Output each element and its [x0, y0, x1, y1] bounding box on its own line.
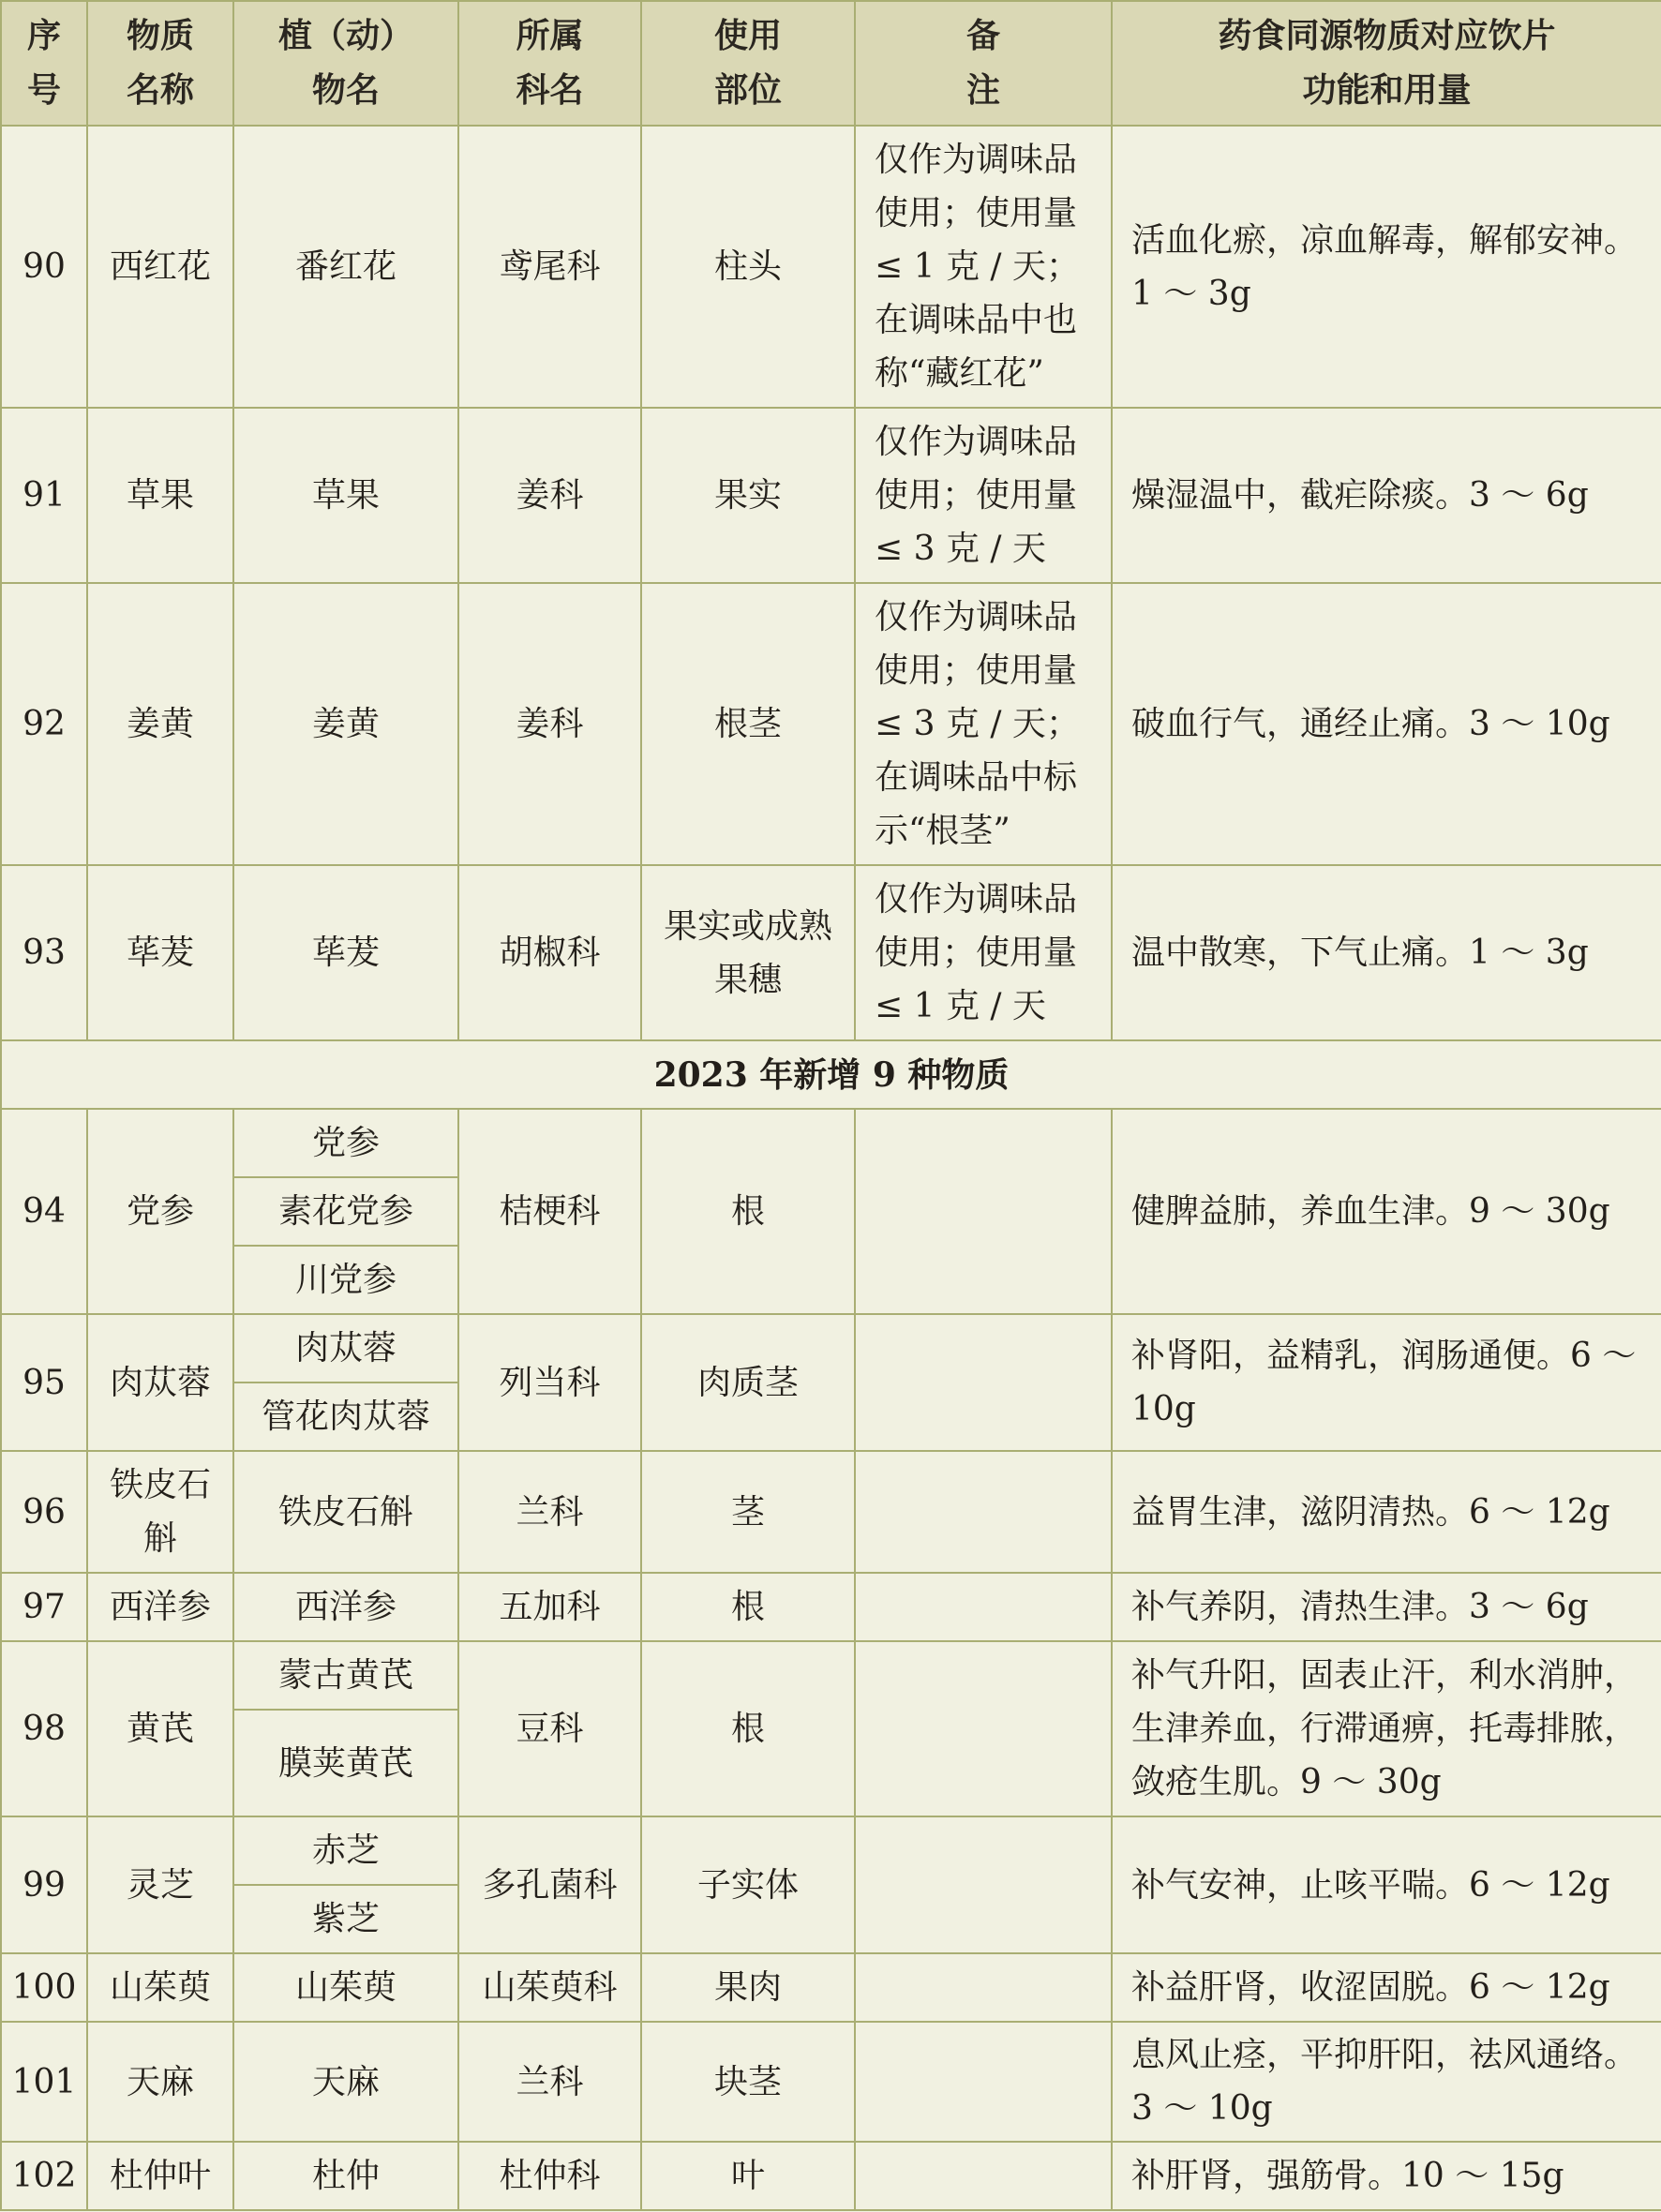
cell-family: 五加科 — [458, 1573, 641, 1641]
cell-name: 山茱萸 — [87, 1953, 233, 2022]
cell-family: 桔梗科 — [458, 1109, 641, 1314]
cell-function: 补气安神，止咳平喘。6 ～ 12g — [1112, 1816, 1661, 1953]
cell-family: 兰科 — [458, 1451, 641, 1573]
cell-part: 叶 — [641, 2142, 855, 2210]
cell-no: 94 — [1, 1109, 87, 1314]
cell-name: 天麻 — [87, 2022, 233, 2142]
cell-plant: 管花肉苁蓉 — [233, 1382, 458, 1451]
cell-function: 温中散寒，下气止痛。1 ～ 3g — [1112, 865, 1661, 1040]
cell-plant: 党参 — [233, 1109, 458, 1177]
table-row — [1, 1641, 1661, 1710]
cell-part: 果实或成熟 果穗 — [641, 865, 855, 1040]
cell-no: 102 — [1, 2142, 87, 2210]
cell-function: 健脾益肺，养血生津。9 ～ 30g — [1112, 1109, 1661, 1314]
cell-name: 草果 — [87, 408, 233, 583]
table-row — [1, 1451, 1661, 1573]
table-row — [1, 2142, 1661, 2210]
cell-family: 豆科 — [458, 1641, 641, 1816]
cell-plant: 杜仲 — [233, 2142, 458, 2210]
cell-family: 鸢尾科 — [458, 126, 641, 408]
cell-no: 99 — [1, 1816, 87, 1953]
header-no: 序 号 — [1, 1, 87, 126]
table-row — [1, 1109, 1661, 1177]
cell-plant: 荜茇 — [233, 865, 458, 1040]
cell-function: 补气养阴，清热生津。3 ～ 6g — [1112, 1573, 1661, 1641]
cell-family: 列当科 — [458, 1314, 641, 1451]
cell-function: 活血化瘀，凉血解毒，解郁安神。 1 ～ 3g — [1112, 126, 1661, 408]
cell-no: 95 — [1, 1314, 87, 1451]
cell-note — [855, 1314, 1112, 1451]
cell-function: 补肝肾，强筋骨。10 ～ 15g — [1112, 2142, 1661, 2210]
cell-note: 仅作为调味品 使用；使用量 ≤ 3 克 / 天； 在调味品中标 示“根茎” — [855, 583, 1112, 865]
table-row — [1, 1816, 1661, 1885]
cell-part: 子实体 — [641, 1816, 855, 1953]
cell-part: 柱头 — [641, 126, 855, 408]
cell-plant: 天麻 — [233, 2022, 458, 2142]
cell-note: 仅作为调味品 使用；使用量 ≤ 1 克 / 天； 在调味品中也 称“藏红花” — [855, 126, 1112, 408]
cell-function: 补气升阳，固表止汗，利水消肿， 生津养血，行滞通痹，托毒排脓， 敛疮生肌。9 ～ 30g — [1112, 1641, 1661, 1816]
table-row — [1, 1573, 1661, 1641]
table-row — [1, 408, 1661, 583]
cell-family: 姜科 — [458, 583, 641, 865]
cell-function: 益胃生津，滋阴清热。6 ～ 12g — [1112, 1451, 1661, 1573]
header-family: 所属 科名 — [458, 1, 641, 126]
cell-family: 山茱萸科 — [458, 1953, 641, 2022]
cell-plant: 姜黄 — [233, 583, 458, 865]
cell-part: 肉质茎 — [641, 1314, 855, 1451]
cell-plant: 膜荚黄芪 — [233, 1710, 458, 1816]
cell-name: 荜茇 — [87, 865, 233, 1040]
cell-no: 92 — [1, 583, 87, 865]
cell-plant: 铁皮石斛 — [233, 1451, 458, 1573]
cell-name: 杜仲叶 — [87, 2142, 233, 2210]
cell-part: 果实 — [641, 408, 855, 583]
cell-part: 茎 — [641, 1451, 855, 1573]
cell-part: 根茎 — [641, 583, 855, 865]
cell-function: 补肾阳，益精乳，润肠通便。6 ～ 10g — [1112, 1314, 1661, 1451]
cell-note — [855, 1573, 1112, 1641]
cell-note — [855, 1451, 1112, 1573]
table-row — [1, 2022, 1661, 2142]
cell-name: 灵芝 — [87, 1816, 233, 1953]
table-row — [1, 126, 1661, 408]
cell-plant: 川党参 — [233, 1246, 458, 1314]
cell-no: 101 — [1, 2022, 87, 2142]
header-note: 备 注 — [855, 1, 1112, 126]
cell-note: 仅作为调味品 使用；使用量 ≤ 3 克 / 天 — [855, 408, 1112, 583]
cell-plant: 山茱萸 — [233, 1953, 458, 2022]
cell-family: 杜仲科 — [458, 2142, 641, 2210]
table-row — [1, 1953, 1661, 2022]
cell-plant: 肉苁蓉 — [233, 1314, 458, 1382]
cell-part: 根 — [641, 1641, 855, 1816]
table-row — [1, 1314, 1661, 1382]
cell-no: 97 — [1, 1573, 87, 1641]
cell-family: 胡椒科 — [458, 865, 641, 1040]
cell-function: 燥湿温中，截疟除痰。3 ～ 6g — [1112, 408, 1661, 583]
header-function: 药食同源物质对应饮片 功能和用量 — [1112, 1, 1661, 126]
cell-name: 肉苁蓉 — [87, 1314, 233, 1451]
cell-part: 根 — [641, 1109, 855, 1314]
cell-name: 党参 — [87, 1109, 233, 1314]
cell-name: 西红花 — [87, 126, 233, 408]
cell-plant: 西洋参 — [233, 1573, 458, 1641]
cell-part: 果肉 — [641, 1953, 855, 2022]
cell-note — [855, 1641, 1112, 1816]
cell-function: 补益肝肾，收涩固脱。6 ～ 12g — [1112, 1953, 1661, 2022]
cell-note — [855, 1953, 1112, 2022]
cell-no: 96 — [1, 1451, 87, 1573]
cell-plant: 蒙古黄芪 — [233, 1641, 458, 1710]
cell-no: 98 — [1, 1641, 87, 1816]
cell-note: 仅作为调味品 使用；使用量 ≤ 1 克 / 天 — [855, 865, 1112, 1040]
cell-family: 姜科 — [458, 408, 641, 583]
cell-function: 息风止痉，平抑肝阳，祛风通络。 3 ～ 10g — [1112, 2022, 1661, 2142]
cell-plant: 番红花 — [233, 126, 458, 408]
cell-no: 100 — [1, 1953, 87, 2022]
cell-part: 根 — [641, 1573, 855, 1641]
cell-note — [855, 1109, 1112, 1314]
cell-no: 91 — [1, 408, 87, 583]
cell-plant: 紫芝 — [233, 1885, 458, 1953]
table-row — [1, 583, 1661, 865]
header-row — [1, 1, 1661, 126]
cell-no: 93 — [1, 865, 87, 1040]
cell-plant: 素花党参 — [233, 1177, 458, 1246]
cell-name: 黄芪 — [87, 1641, 233, 1816]
cell-name: 铁皮石 斛 — [87, 1451, 233, 1573]
cell-name: 姜黄 — [87, 583, 233, 865]
header-name: 物质 名称 — [87, 1, 233, 126]
cell-note — [855, 1816, 1112, 1953]
cell-family: 多孔菌科 — [458, 1816, 641, 1953]
header-part: 使用 部位 — [641, 1, 855, 126]
cell-name: 西洋参 — [87, 1573, 233, 1641]
cell-note — [855, 2142, 1112, 2210]
section-row — [1, 1040, 1661, 1109]
cell-plant: 赤芝 — [233, 1816, 458, 1885]
cell-plant: 草果 — [233, 408, 458, 583]
cell-no: 90 — [1, 126, 87, 408]
header-plant: 植（动） 物名 — [233, 1, 458, 126]
cell-part: 块茎 — [641, 2022, 855, 2142]
section-title: 2023 年新增 9 种物质 — [1, 1040, 1661, 1109]
table-row — [1, 865, 1661, 1040]
cell-note — [855, 2022, 1112, 2142]
cell-function: 破血行气，通经止痛。3 ～ 10g — [1112, 583, 1661, 865]
cell-family: 兰科 — [458, 2022, 641, 2142]
